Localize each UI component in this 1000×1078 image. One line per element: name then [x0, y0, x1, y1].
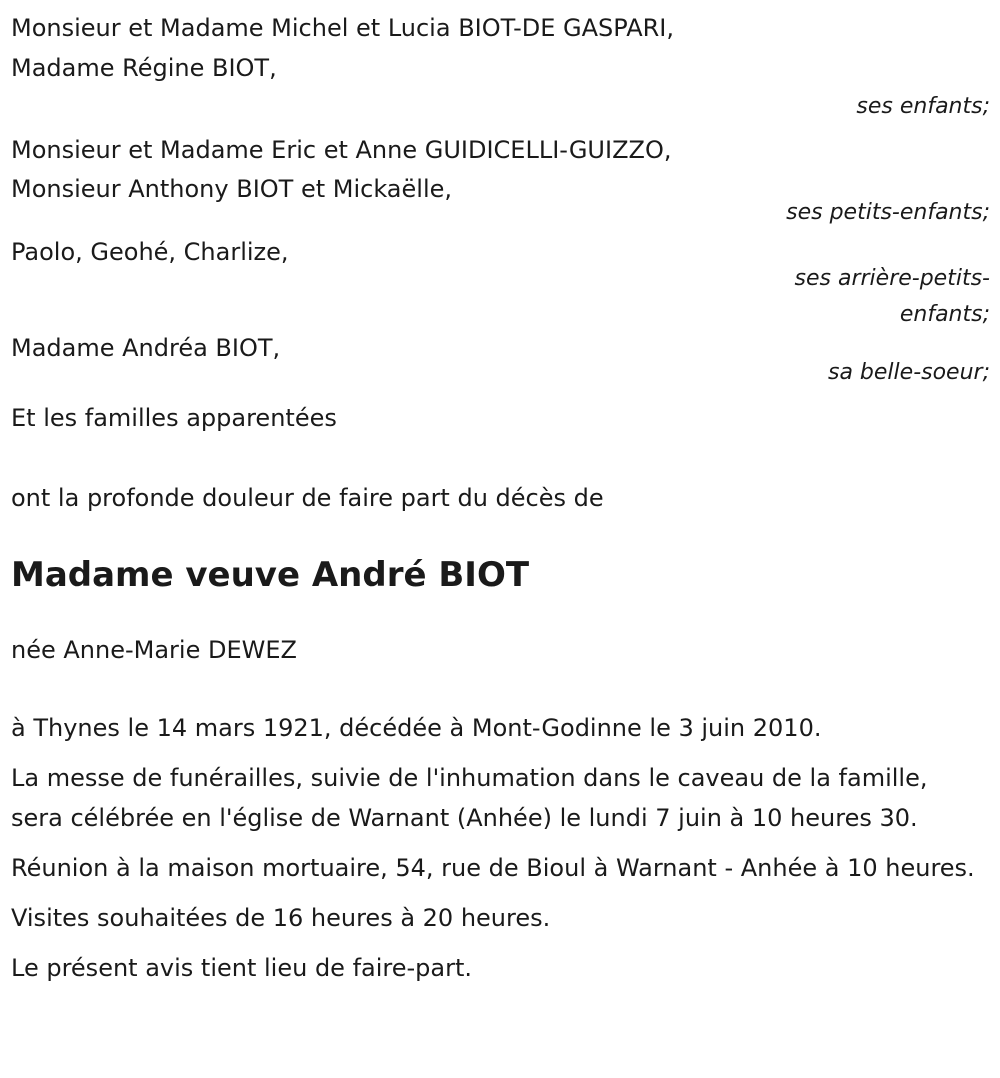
deceased-name: Madame veuve André BIOT: [11, 555, 530, 595]
family-name-line: Madame Andréa BIOT,: [11, 334, 281, 362]
family-name-line: Monsieur et Madame Eric et Anne GUIDICELLI-GUIZZO,: [11, 136, 672, 164]
relation-label: ses petits-enfants;: [786, 200, 990, 225]
funeral-mass-details: La messe de funérailles, suivie de l'inhumation dans le caveau de la famille, sera célébrée en l'église de Warnant (Anhée) le lundi 7 juin à 10 heures 30.: [11, 764, 928, 832]
family-name-line: Madame Régine BIOT,: [11, 54, 277, 82]
visiting-hours: Visites souhaitées de 16 heures à 20 heures.: [11, 904, 551, 932]
birth-name: née Anne-Marie DEWEZ: [11, 636, 297, 664]
notice-details: [11, 708, 990, 988]
related-families: Et les familles apparentées: [11, 404, 337, 432]
relation-label: sa belle-soeur;: [828, 360, 990, 385]
family-group-sister-in-law: [11, 328, 990, 392]
family-name-line: Paolo, Geohé, Charlize,: [11, 238, 289, 266]
gathering-details: Réunion à la maison mortuaire, 54, rue de Bioul à Warnant - Anhée à 10 heures.: [11, 854, 975, 882]
announcement: ont la profonde douleur de faire part du décès de: [11, 484, 604, 512]
family-group-children: [11, 8, 990, 126]
family-group-grandchildren: [11, 130, 990, 232]
notice-statement: Le présent avis tient lieu de faire-part.: [11, 954, 473, 982]
family-name-line: Monsieur Anthony BIOT et Mickaëlle,: [11, 175, 452, 203]
relation-label: ses arrière-petits-: [794, 266, 990, 291]
relation-label: enfants;: [899, 302, 990, 327]
family-group-great-grandchildren: [11, 232, 990, 334]
relation-label: ses enfants;: [856, 94, 990, 119]
family-name-line: Monsieur et Madame Michel et Lucia BIOT-DE GASPARI,: [11, 14, 674, 42]
birth-death-details: à Thynes le 14 mars 1921, décédée à Mont-Godinne le 3 juin 2010.: [11, 714, 822, 742]
